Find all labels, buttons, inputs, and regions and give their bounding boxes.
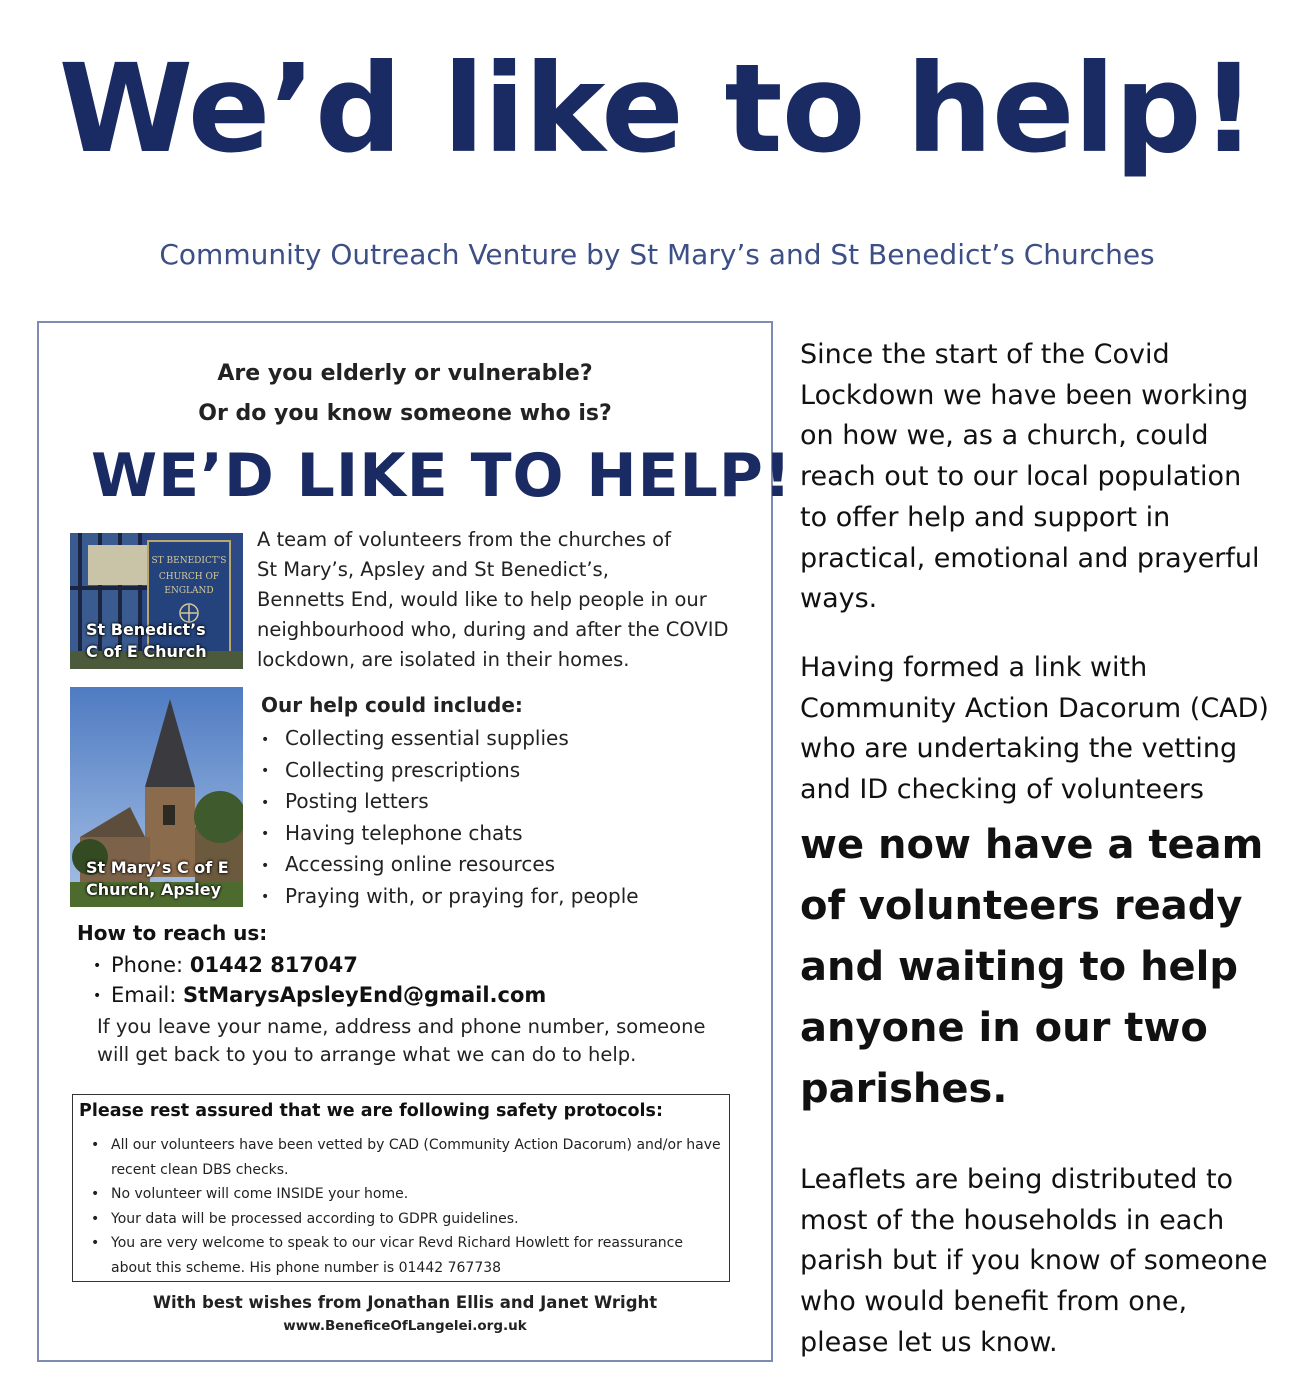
side-line: to offer help and support in [800, 501, 1171, 533]
side-line: Community Action Dacorum (CAD) [800, 692, 1269, 724]
safety-box [72, 1094, 730, 1282]
safety-list [91, 1133, 725, 1280]
side-line: Having formed a link with [800, 652, 1148, 683]
side-line: reach out to our local population [800, 461, 1242, 493]
emphasis-line: we now have a team [800, 822, 1264, 868]
email-line [93, 983, 546, 1007]
reach-note-line: If you leave your name, address and phone number, someone [97, 1015, 706, 1038]
emphasis-line: of volunteers ready [800, 883, 1243, 929]
safety-item: • You are very welcome to speak to our vicar Revd Richard Howlett for reassurance about this scheme. His phone number is 01442 767738 [91, 1231, 725, 1280]
email-label: Email: [111, 983, 177, 1007]
st-benedicts-photo [70, 533, 243, 669]
safety-item: • Your data will be processed according to GDPR guidelines. [91, 1207, 725, 1232]
phone-line [93, 953, 358, 977]
leaflet-question-1: Are you elderly or vulnerable? [217, 361, 593, 386]
photo-caption: St Benedict’s [86, 620, 206, 639]
side-line: and ID checking of volunteers [800, 774, 1204, 806]
help-heading: Our help could include: [261, 693, 523, 717]
help-item: • Collecting essential supplies [261, 723, 639, 755]
help-item: • Posting letters [261, 786, 639, 818]
email-address: StMarysApsleyEnd@gmail.com [183, 983, 547, 1007]
help-item: • Having telephone chats [261, 818, 639, 850]
help-list [261, 723, 639, 912]
safety-item: • All our volunteers have been vetted by CAD (Community Action Dacorum) and/or have recent clean DBS checks. [91, 1133, 725, 1182]
side-line: who are undertaking the vetting [800, 733, 1238, 765]
photo-caption: Church, Apsley [86, 880, 222, 899]
phone-label: Phone: [111, 953, 184, 977]
safety-item: • No volunteer will come INSIDE your home. [91, 1182, 725, 1207]
website-text: www.BeneficeOfLangelei.org.uk [283, 1318, 527, 1334]
best-wishes: With best wishes from Jonathan Ellis and Janet Wright [152, 1293, 658, 1312]
side-line: who would benefit from one, [800, 1286, 1188, 1318]
side-line: ways. [800, 583, 878, 615]
sign-text-2: CHURCH OF [158, 572, 220, 582]
st-marys-photo [70, 687, 243, 907]
intro-line: A team of volunteers from the churches of [257, 528, 671, 551]
intro-line: St Mary’s, Apsley and St Benedict’s, [257, 558, 609, 581]
photo-caption: C of E Church [86, 642, 207, 661]
help-item: • Praying with, or praying for, people [261, 881, 639, 913]
phone-number: 01442 817047 [189, 953, 358, 977]
safety-heading: Please rest assured that we are following safety protocols: [79, 1101, 663, 1121]
help-item: • Collecting prescriptions [261, 755, 639, 787]
reach-note-line: will get back to you to arrange what we can do to help. [97, 1043, 637, 1066]
reach-note [97, 1013, 757, 1069]
side-line: parish but if you know of someone [800, 1245, 1268, 1277]
intro-line: lockdown, are isolated in their homes. [257, 648, 630, 671]
side-line: practical, emotional and prayerful [800, 542, 1260, 574]
side-paragraph-1 [800, 335, 1300, 620]
intro-line: neighbourhood who, during and after the COVID [257, 618, 729, 641]
side-paragraph-3 [800, 1160, 1300, 1364]
side-paragraph-2 [800, 648, 1300, 811]
photo-caption: St Mary’s C of E [86, 858, 229, 877]
side-line: Lockdown we have been working [800, 379, 1249, 411]
page-title: We’d like to help! [58, 38, 1256, 180]
emphasis-line: anyone in our two [800, 1005, 1208, 1051]
side-line: most of the households in each [800, 1204, 1225, 1236]
leaflet-headline: WE’D LIKE TO HELP! [91, 441, 793, 511]
sign-text-1: ST BENEDICT'S [151, 556, 227, 566]
emphasis-line: and waiting to help [800, 944, 1239, 990]
help-item: • Accessing online resources [261, 849, 639, 881]
side-line: Leaflets are being distributed to [800, 1164, 1234, 1195]
intro-line: Bennetts End, would like to help people in our [257, 588, 707, 611]
side-line: on how we, as a church, could [800, 420, 1209, 452]
bullet-icon: • [93, 988, 102, 1004]
intro-text [257, 525, 767, 675]
side-line: please let us know. [800, 1326, 1058, 1358]
page-subtitle: Community Outreach Venture by St Mary’s and St Benedict’s Churches [159, 238, 1155, 271]
sign-text-3: ENGLAND [164, 586, 214, 596]
emphasis-line: parishes. [800, 1066, 1008, 1112]
side-line: Since the start of the Covid [800, 339, 1170, 370]
bullet-icon: • [93, 958, 102, 974]
side-emphasis [800, 815, 1300, 1120]
leaflet-image [37, 321, 793, 1362]
reach-heading: How to reach us: [77, 921, 268, 945]
leaflet-question-2: Or do you know someone who is? [198, 401, 612, 426]
